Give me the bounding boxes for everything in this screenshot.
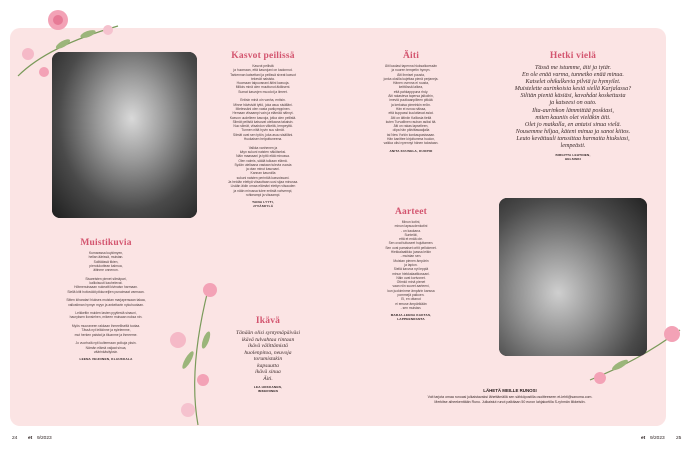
issue-left: 9/2023 [37, 436, 52, 441]
poem-aarteet [365, 207, 457, 321]
poem-author: LEENA VEIJONEN, KLAUKKALA [79, 357, 133, 362]
poem-line: Muistan pienen ämpärin [393, 258, 429, 263]
poem-line: väärinkäsityksin. [93, 349, 119, 354]
poem-line: Sisareisten pienet silmäpari, [85, 276, 127, 281]
poem-line: Sen ovat pamaiset oritit pellokenet. [385, 245, 437, 250]
poem-line: Sydän uteliaana vastaan tulevia vuosia [234, 162, 292, 167]
poem-line: - on kaukana. [401, 228, 421, 233]
poem-line: Tässä nyt leikkinne ja sylelemme, [81, 328, 131, 333]
poem-line: Hän ei runoa näissa, [395, 106, 427, 111]
page-number-left: 24 [12, 436, 18, 441]
poem-line: miten kauniis olet vieläkin äiti. [535, 114, 611, 121]
poem-author: TAINA LYYTI, JYVÄSKYLÄ [252, 200, 274, 209]
poem-line: tekevät naisista. [251, 76, 275, 81]
poem-line: ja kerkaisa pimeinkin eröin. [391, 102, 431, 107]
poem-line: Leuto kevättuuli tanssittaa harmaita hiuksiasi, [516, 135, 630, 142]
poem-line: Entisin minä oin vanha, entisin. [240, 98, 286, 103]
poem-line: Näin maassani ja tyttö elää minussa. [236, 154, 290, 159]
poem-line: rohkeampi ja viisaampi. [245, 192, 281, 197]
poem-line: Otimkö minä pienet [396, 280, 426, 285]
poem-line: vaikka olisi nyrennyt hänen talostaan. [383, 141, 439, 146]
poem-line: imeviä puutkaanpilleen pitkää [389, 98, 433, 103]
poem-line: ei emuse ämpärikään [395, 301, 427, 306]
poem-line: Kannan kasvoilla [250, 171, 276, 176]
poem-line: Millois minä olen muuttunut äidikseni. [235, 85, 291, 90]
poem-line: - muistan sen. [400, 254, 422, 259]
poem-line: Hänen ovenna ei ruusta, [393, 81, 429, 86]
poem-line: jonka oksilla kujettaa pienä perjaneja. [383, 76, 439, 81]
poem-line: vallostiman hymyn myyn ja ankeitavin nykuhuotaan. [68, 302, 144, 307]
poem-title: Aarteet [395, 207, 427, 217]
poem-line: ja nään minussa tulee entistä vahvempi, [233, 188, 293, 193]
poem-line: Minun kotini, [401, 220, 421, 224]
poem-line: Kumarassa kuykimyen, [88, 251, 124, 255]
poem-line: ikävä sinua [255, 369, 281, 375]
poem-line: lempeästi. [560, 143, 586, 150]
poem-line: Näin ovat kortvonet. [396, 275, 426, 280]
poem-line: Nousemme hiljaa, käteni minua ja sanot kiitos. [515, 128, 631, 135]
poem-line: Mielessäni olen vasta parikymppinen. [235, 106, 291, 111]
poem-line: Nuo silmät, viisahdon vilkeitä, lempeyttä. [233, 124, 293, 129]
poem-line: ikävä tulvahtaa rintaan [241, 336, 295, 343]
issue-right: 9/2023 [650, 436, 665, 441]
poem-line: Jo vuorhaiä nyit kultermaan polkuja yksin. [75, 341, 137, 346]
poem-line: tai New Yorkin konkaupasissaan. [386, 132, 436, 137]
photo-elderly-woman [52, 52, 197, 218]
poem-line: Äiti on rakas lapselleen, [393, 124, 429, 129]
poem-line: kallioisuuti kauhelevat. [89, 281, 123, 286]
poem-line: Hiekkalaatikko joassa leikin [390, 250, 432, 255]
poem-line: Tänään olisi syntymäpäiväsi [235, 330, 301, 336]
poem-line: sukuni naisten perintöä kasvoissani. [236, 175, 290, 180]
poem-line: Hän kanittee kirjoitumma huolon, [386, 137, 435, 142]
poem-hetki-viela [487, 51, 659, 161]
poem-title: Muistikuvia [80, 238, 132, 248]
poem-line: Äiti rakasteva tapersa jalkoihin, [388, 94, 434, 99]
poem-line: vaan niin suuret aarteeni, [392, 284, 430, 289]
poem-kasvot-peilissa [214, 51, 312, 208]
poem-line: Äiti. [263, 375, 273, 382]
poem-line: Hötmenuissaan nukeatit kivinaisn harmaan. [74, 285, 138, 290]
poem-lines [365, 220, 457, 310]
poem-line: Myös muuraneen rakkaan ihmeelliseltä tuotaa. [71, 324, 141, 329]
poem-line: olipa hän päivittasaaijalla [392, 128, 430, 133]
poem-line: kun juokiminme ämpärin kanssa [387, 288, 435, 293]
poem-lines [216, 330, 320, 382]
submission-text-1: Voit tarjota omaa runoasi julkaistavaksi lähettämällä sen sähköpostilla osoitteeseen et-lehti@sanoma.com. [427, 394, 593, 399]
poem-lines [487, 65, 659, 150]
poem-line: Silitän pieniä käsiäsi, kavahdat koskettusta [520, 93, 626, 100]
poem-author: BIRGITTA LEHTINEN, HELSINKI [555, 153, 591, 162]
poem-line: Sumat kasvojen muodot ja ilmeet. [238, 89, 288, 94]
poem-line: että kuppassi kuuluttavat asiat. [388, 111, 434, 116]
poem-line: äitinme onnenon. [93, 268, 119, 273]
poem-author: MARJA-LEENA KAKTAS, LAPPEENRANTA [390, 313, 432, 322]
poem-line: Kasvot peilistä [252, 64, 274, 68]
poem-line: Silmät ovat sen tytön, joka asuu sisälläni. [232, 132, 294, 137]
poem-line: kuten Turvallinen rauhan asiksi itä. [385, 119, 437, 124]
poem-line: En ole enää varma, tunnetko enää minua. [522, 72, 624, 79]
poem-line: Olet jo matkalla, en antaisi sinua vielä. [524, 121, 622, 128]
poem-line: Huomaan taipuvanani äitini kasvoja. [236, 81, 290, 86]
poem-line: Olen valmis, säälä tulkaan elämä. [238, 158, 288, 163]
poem-author: LEA HOKKANEN, IMKERIINEN [253, 385, 283, 393]
poem-line: että pahkapppuna rhdy. [393, 89, 429, 94]
poem-line: kapsuutta [257, 362, 279, 369]
poem-line: Ilta-aurinkon lämmittää poskiasi, [532, 107, 614, 114]
submission-info [360, 388, 660, 404]
poem-line: Äiti ihmiset puusta, [397, 72, 425, 77]
poem-line: Ja heidän elettyä viisauttaan uusi sijaa minussa. [227, 180, 299, 185]
poem-line: Muistelette aurinkoisia kesiä siellä Karjalassa? [514, 86, 632, 93]
poem-line: Hemaan viisaampi vain ja elämää nähnyt. [232, 111, 294, 116]
poem-line: Huokaisen helpottuneena. [243, 137, 283, 142]
poem-line: ja nuoren tempetin hymyn. [391, 68, 431, 73]
poem-lines [361, 64, 461, 146]
poem-lines [214, 64, 312, 197]
submission-text-2: Merkitse aiheekenttään Runo. Julkaistut runot palkitaan 50 euron lahjakortilla S-ryhmän liikkeisiin. [434, 400, 586, 404]
poem-line: käyn sukuni naisten näköiseksi. [239, 149, 287, 154]
poem-line: Siellä kavvoa nyt leppiä [393, 267, 429, 272]
poem-line: keittiössä lalkea, [398, 85, 424, 90]
poem-aiti [361, 51, 461, 153]
poem-title: Hetki vielä [549, 51, 597, 61]
poem-line: Soiltäässä tikien, [93, 259, 119, 264]
poem-line: Nämän elämä vaijaat sinua, [85, 345, 127, 350]
poem-line: Tunnen niitä hyvin suu silmät. [241, 128, 285, 133]
poem-muistikuvia [52, 238, 160, 361]
poem-line: ja huomaan, että kasvojani on kadonnut. [233, 68, 293, 73]
poem-line: Sen ovat tuttuseet hujuttamen. [388, 241, 434, 246]
poem-ikava [216, 316, 320, 393]
poem-line: ja lapion. [404, 262, 418, 267]
poem-line: minun hiekkalaatikossani. [392, 271, 430, 276]
poem-line: että et enää ole. [399, 237, 423, 242]
poem-line: torumistakin [253, 356, 283, 362]
poem-line: ja katseesi on outo. [549, 100, 597, 107]
photo-hands-holding-picture [499, 198, 647, 356]
brand-left: et [28, 436, 33, 441]
poem-title: Ikävä [255, 316, 281, 326]
poem-line: Tässä me istumme, äiti ja tytär. [534, 65, 611, 71]
poem-line: Kasvon uudelleen kasvoja, jotka olen peilistä. [229, 115, 297, 120]
poem-line: ikävä välittämistä [248, 343, 288, 349]
poem-line: Katselet ohikulkevia pilviä ja hymyilet. [525, 79, 621, 86]
poem-line: huolenpitoa, neuvoja [244, 349, 292, 356]
poem-line: Äiti kaulasi tapenna hiuksaikoessän [384, 64, 438, 68]
poem-line: Silmät peilistä katsovat uteliaana takaisin. [232, 119, 294, 124]
poem-title: Kasvot peilissä [231, 51, 295, 61]
poem-line: hauryksen ilonsiehen, mikeen muisaan nuksa nin. [69, 315, 143, 320]
poem-line: Sunteiät, [404, 232, 418, 237]
poem-line: minun lapsuudenkotini [394, 224, 428, 229]
poem-line: Äiti on äitiniin Kalliosia tietiä [390, 115, 432, 120]
poem-line: Ei, en ottanut [401, 297, 421, 302]
poem-lines [52, 251, 160, 354]
poem-line: Leikkeltin muiden lasten pyytiestä sinauni, [75, 311, 137, 316]
page-number-right: 25 [676, 436, 682, 441]
poem-line: Tarkennan katsettani ja peilissä siveat kasvot [230, 72, 296, 77]
poem-author: ANITA KUUSELA, KUOPIO [389, 148, 433, 153]
poem-line: Valkka vanhenen ja [248, 145, 278, 150]
poem-line: ja otan minut kasvoani. [246, 167, 280, 172]
poem-line: Siellä kitit hoitoväät pikkuveljien punaimaat varmaan. [67, 289, 145, 294]
submission-title: LÄHETÄ MEILLE RUNOSI [483, 388, 537, 393]
poem-line: Lisään äidin omaa elämäni elettyn viisauden [230, 184, 296, 189]
poem-line: mut herken paistat ja tiluanme ja ihmeeme. [74, 332, 138, 337]
poem-line: pierolukottean kalmua, [89, 263, 123, 268]
poem-line: Sitten kiharatari hiukses muistan marjapensaan takaa, [66, 298, 146, 303]
brand-right: et [641, 436, 646, 441]
poem-line: pommejä paikoen. [397, 293, 425, 298]
page-footer [0, 432, 696, 444]
poem-line: Minne hävisivät tyttö, joka asuu sisälläni. [233, 102, 293, 107]
poem-title: Äiti [402, 51, 420, 61]
poem-line: - sen muistan. [400, 305, 422, 310]
poem-line: hellan äärissä, muistan. [88, 255, 124, 260]
